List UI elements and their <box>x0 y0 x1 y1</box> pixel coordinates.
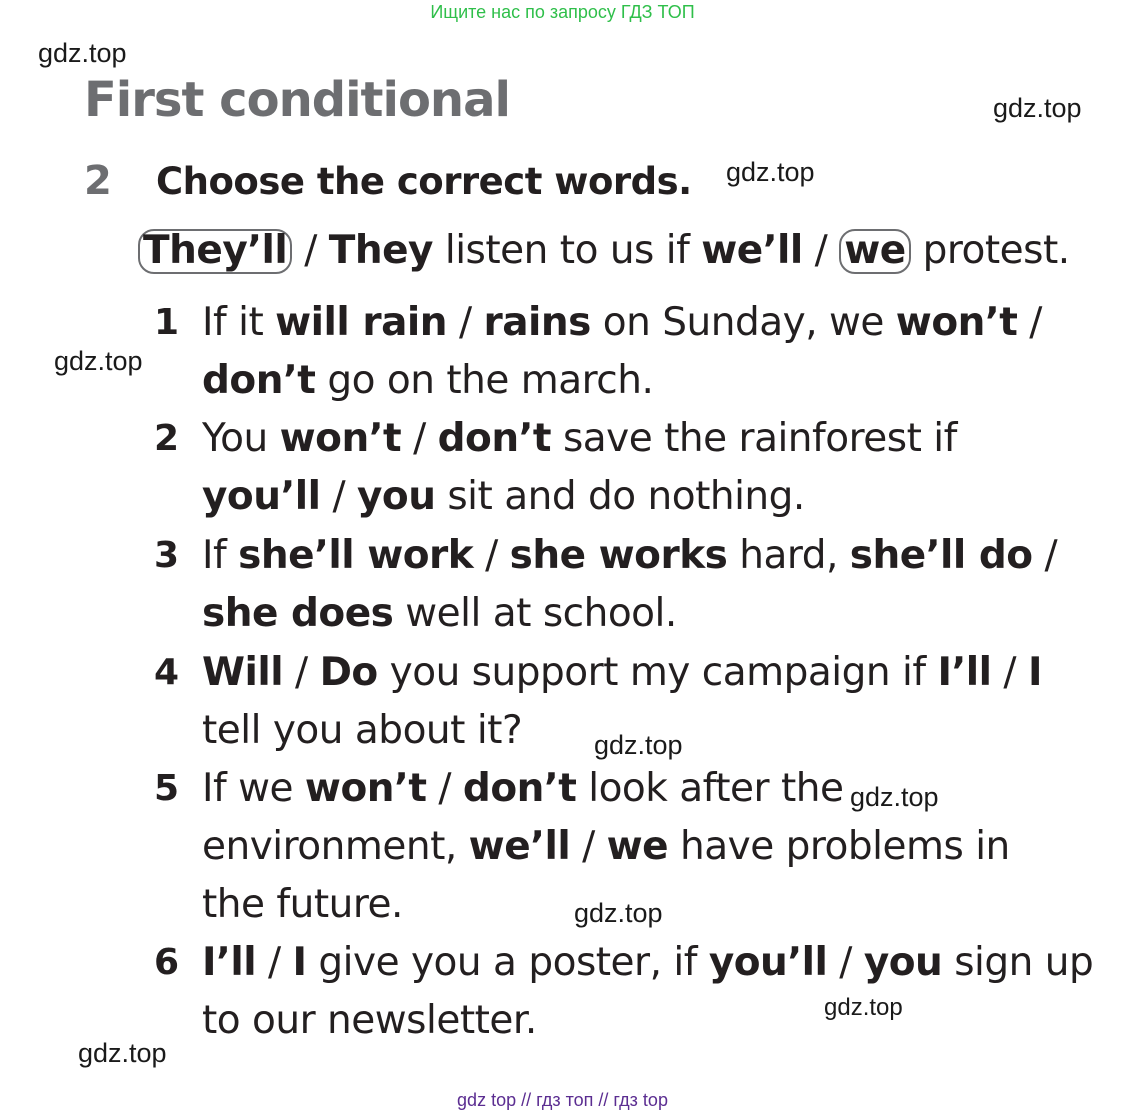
exercise-number: 2 <box>84 158 112 204</box>
option: I <box>1027 650 1042 695</box>
sentence-text: / <box>401 416 438 461</box>
item-number: 3 <box>154 535 180 576</box>
sentence-text: / <box>827 940 864 985</box>
item-line <box>202 824 1010 869</box>
item-line <box>202 708 522 753</box>
option: you <box>863 940 943 985</box>
option: we’ll <box>701 228 803 273</box>
example-sentence <box>138 228 1070 274</box>
item-line <box>202 650 1042 695</box>
sentence-text: look after the <box>576 766 844 811</box>
option: don’t <box>462 766 577 811</box>
option: don’t <box>202 358 316 403</box>
option: Do <box>319 650 378 695</box>
sentence-text: If it <box>202 300 276 345</box>
option: won’t <box>895 300 1018 345</box>
sentence-text: have problems in <box>668 824 1010 869</box>
item-number: 2 <box>154 418 180 459</box>
circled-answer: They’ll <box>138 229 292 274</box>
sentence-text: You <box>202 416 280 461</box>
option: I’ll <box>202 940 257 985</box>
separator: / <box>802 228 840 273</box>
option: won’t <box>304 766 427 811</box>
sentence-text: / <box>426 766 463 811</box>
watermark: gdz.top <box>824 994 903 1021</box>
sentence-text: / <box>283 650 320 695</box>
sentence-text: go on the march. <box>315 358 654 403</box>
option: I <box>292 940 307 985</box>
sentence-text: sign up <box>942 940 1094 985</box>
sentence-text: the future. <box>202 882 403 927</box>
sentence-text: you support my campaign if <box>377 650 938 695</box>
top-banner: Ищите нас по запросу ГДЗ ТОП <box>430 2 695 22</box>
watermark: gdz.top <box>594 730 683 760</box>
sentence-text: well at school. <box>393 591 677 636</box>
sentence-text: protest. <box>910 228 1070 273</box>
separator: / <box>292 228 329 273</box>
watermark: gdz.top <box>574 898 663 928</box>
sentence-text: / <box>473 533 510 578</box>
item-line <box>202 591 677 636</box>
sentence-text: hard, <box>727 533 850 578</box>
watermark: gdz.top <box>993 93 1082 123</box>
option: I’ll <box>937 650 992 695</box>
sentence-text: If <box>202 533 239 578</box>
option: she works <box>509 533 728 578</box>
footer-links[interactable]: gdz top // гдз топ // гдз top <box>457 1090 668 1110</box>
item-line <box>202 940 1093 985</box>
option: she does <box>202 591 394 636</box>
option: Will <box>202 650 284 695</box>
sentence-text: / <box>447 300 484 345</box>
sentence-text: give you a poster, if <box>306 940 709 985</box>
item-line <box>202 766 843 811</box>
circled-answer: we <box>839 229 910 274</box>
item-number: 4 <box>154 652 180 693</box>
item-line <box>202 416 957 461</box>
sentence-text: / <box>1032 533 1058 578</box>
sentence-text: to our newsletter. <box>202 998 537 1043</box>
watermark: gdz.top <box>38 38 127 68</box>
sentence-text: tell you about it? <box>202 708 523 753</box>
sentence-text: sit and do nothing. <box>435 474 805 519</box>
option: she’ll do <box>849 533 1033 578</box>
sentence-text: If we <box>202 766 305 811</box>
option: she’ll work <box>238 533 474 578</box>
sentence-text: environment, <box>202 824 469 869</box>
option: will rain <box>275 300 448 345</box>
watermark: gdz.top <box>850 782 939 812</box>
watermark: gdz.top <box>54 346 143 376</box>
option: rains <box>483 300 591 345</box>
option: you’ll <box>202 474 321 519</box>
item-number: 5 <box>154 768 180 809</box>
item-line <box>202 533 1057 578</box>
option: won’t <box>279 416 402 461</box>
item-line <box>202 358 653 403</box>
watermark: gdz.top <box>726 157 815 187</box>
item-number: 6 <box>154 942 180 983</box>
exercise-instruction: Choose the correct words. <box>156 160 692 203</box>
item-line <box>202 882 403 927</box>
sentence-text: / <box>256 940 293 985</box>
sentence-text: / <box>320 474 357 519</box>
sentence-text: / <box>991 650 1028 695</box>
option: you <box>356 474 436 519</box>
item-number: 1 <box>154 302 180 343</box>
option: we <box>606 824 669 869</box>
option: They <box>328 228 433 273</box>
sentence-text: on Sunday, we <box>590 300 896 345</box>
sentence-text: listen to us if <box>432 228 702 273</box>
item-line <box>202 998 537 1043</box>
watermark: gdz.top <box>78 1038 167 1068</box>
option: don’t <box>437 416 552 461</box>
sentence-text: / <box>1017 300 1042 345</box>
sentence-text: save the rainforest if <box>551 416 957 461</box>
option: we’ll <box>468 824 571 869</box>
option: you’ll <box>708 940 828 985</box>
item-line <box>202 474 805 519</box>
sentence-text: / <box>570 824 607 869</box>
section-title: First conditional <box>84 72 510 128</box>
item-line <box>202 300 1042 345</box>
